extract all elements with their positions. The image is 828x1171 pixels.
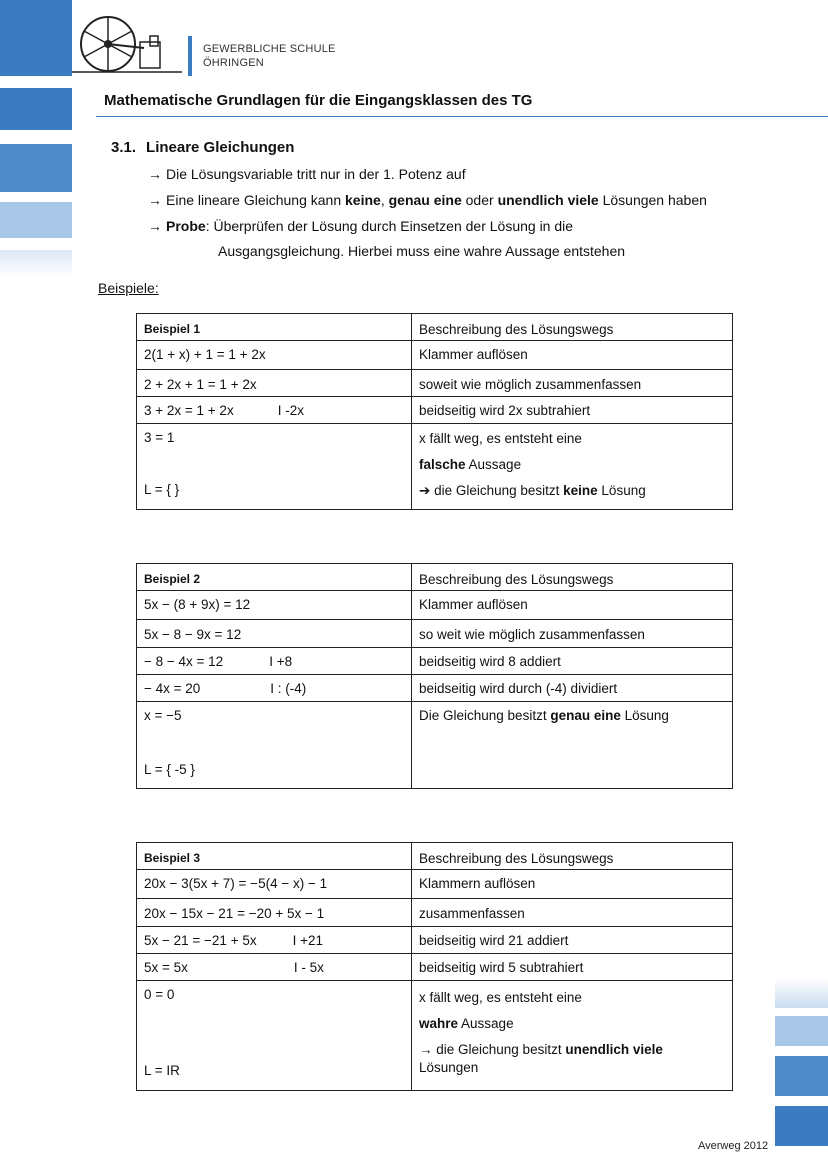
arrow-icon: →	[148, 218, 162, 234]
section-heading	[111, 139, 304, 156]
step-description: Klammern auflösen	[412, 870, 733, 899]
description-header: Beschreibung des Lösungswegs	[412, 843, 733, 870]
step-description: Klammer auflösen	[412, 591, 733, 620]
step-description: Die Gleichung besitzt genau eine Lösung	[412, 702, 733, 789]
example-table-2	[136, 563, 733, 789]
header-divider	[188, 36, 192, 76]
school-line-2: ÖHRINGEN	[203, 57, 264, 69]
example-title: Beispiel 2	[137, 564, 412, 591]
solution-set: L = IR	[144, 1063, 180, 1078]
arrow-icon: →	[148, 192, 162, 208]
operation: I : (-4)	[270, 681, 307, 696]
decor-square	[775, 1106, 828, 1146]
equation-step: x = −5	[144, 708, 182, 723]
bold-arrow-icon: ➔	[419, 483, 431, 498]
operation: I +21	[292, 933, 323, 948]
school-logo	[72, 14, 182, 76]
decor-square	[775, 1016, 828, 1046]
header-rule	[96, 116, 828, 117]
school-name	[203, 42, 336, 70]
operation: I +8	[269, 654, 293, 669]
bullet-3: → Probe: Überprüfen der Lösung durch Einsetzen der Lösung in die	[148, 218, 574, 234]
operation: I - 5x	[293, 960, 324, 975]
step-description: beidseitig wird 5 subtrahiert	[412, 954, 733, 981]
equation-step: 5x − 8 − 9x = 12	[137, 620, 412, 648]
equation-result	[137, 424, 412, 510]
step-description: x fällt weg, es entsteht eine wahre Aussage → die Gleichung besitzt unendlich viele Lösungen	[412, 981, 733, 1091]
equation-step: − 8 − 4x = 12 I +8	[137, 648, 412, 675]
step-description: Klammer auflösen	[412, 341, 733, 370]
step-description: beidseitig wird 8 addiert	[412, 648, 733, 675]
equation-result	[137, 702, 412, 789]
document-title: Mathematische Grundlagen für die Eingangsklassen des TG	[104, 92, 533, 109]
description-header: Beschreibung des Lösungswegs	[412, 314, 733, 341]
arrow-icon: →	[419, 1042, 433, 1057]
equation-step: 2 + 2x + 1 = 1 + 2x	[137, 370, 412, 397]
section-title: Lineare Gleichungen	[146, 139, 295, 156]
example-table-3	[136, 842, 733, 1091]
solution-set: L = { }	[144, 482, 180, 497]
equation-step: 5x = 5x I - 5x	[137, 954, 412, 981]
equation-step: − 4x = 20 I : (-4)	[137, 675, 412, 702]
step-description: so weit wie möglich zusammenfassen	[412, 620, 733, 648]
equation-step: 3 = 1	[144, 430, 175, 445]
equation-step: 20x − 15x − 21 = −20 + 5x − 1	[137, 899, 412, 927]
decor-square	[775, 1056, 828, 1096]
decor-square	[0, 0, 72, 76]
decor-square	[775, 978, 828, 1008]
decor-square	[0, 88, 72, 130]
step-description: soweit wie möglich zusammenfassen	[412, 370, 733, 397]
step-description: zusammenfassen	[412, 899, 733, 927]
school-line-1: GEWERBLICHE SCHULE	[203, 43, 336, 55]
decor-square	[0, 144, 72, 192]
equation-step: 3 + 2x = 1 + 2x I -2x	[137, 397, 412, 424]
example-title: Beispiel 3	[137, 843, 412, 870]
bullet-3-continuation: Ausgangsgleichung. Hierbei muss eine wahre Aussage entstehen	[218, 243, 626, 259]
step-description: beidseitig wird 21 addiert	[412, 927, 733, 954]
section-number: 3.1.	[111, 139, 137, 156]
bullet-2: → Eine lineare Gleichung kann keine, genau eine oder unendlich viele Lösungen haben	[148, 192, 707, 208]
decor-square	[0, 202, 72, 238]
step-description: beidseitig wird 2x subtrahiert	[412, 397, 733, 424]
arrow-icon: →	[148, 166, 162, 182]
examples-label: Beispiele:	[98, 280, 159, 296]
equation-step: 0 = 0	[144, 987, 175, 1002]
solution-set: L = { -5 }	[144, 762, 195, 777]
bullet-1: → Die Lösungsvariable tritt nur in der 1. Potenz auf	[148, 166, 466, 182]
footer-author: Averweg 2012	[698, 1140, 769, 1152]
equation-step: 5x − 21 = −21 + 5x I +21	[137, 927, 412, 954]
step-description: x fällt weg, es entsteht eine falsche Aussage ➔ die Gleichung besitzt keine Lösung	[412, 424, 733, 510]
example-table-1	[136, 313, 733, 510]
equation-step: 20x − 3(5x + 7) = −5(4 − x) − 1	[137, 870, 412, 899]
example-title: Beispiel 1	[137, 314, 412, 341]
operation: I -2x	[277, 403, 304, 418]
equation-step: 5x − (8 + 9x) = 12	[137, 591, 412, 620]
equation-result	[137, 981, 412, 1091]
step-description: beidseitig wird durch (-4) dividiert	[412, 675, 733, 702]
equation-step: 2(1 + x) + 1 = 1 + 2x	[137, 341, 412, 370]
decor-square	[0, 250, 72, 278]
description-header: Beschreibung des Lösungswegs	[412, 564, 733, 591]
